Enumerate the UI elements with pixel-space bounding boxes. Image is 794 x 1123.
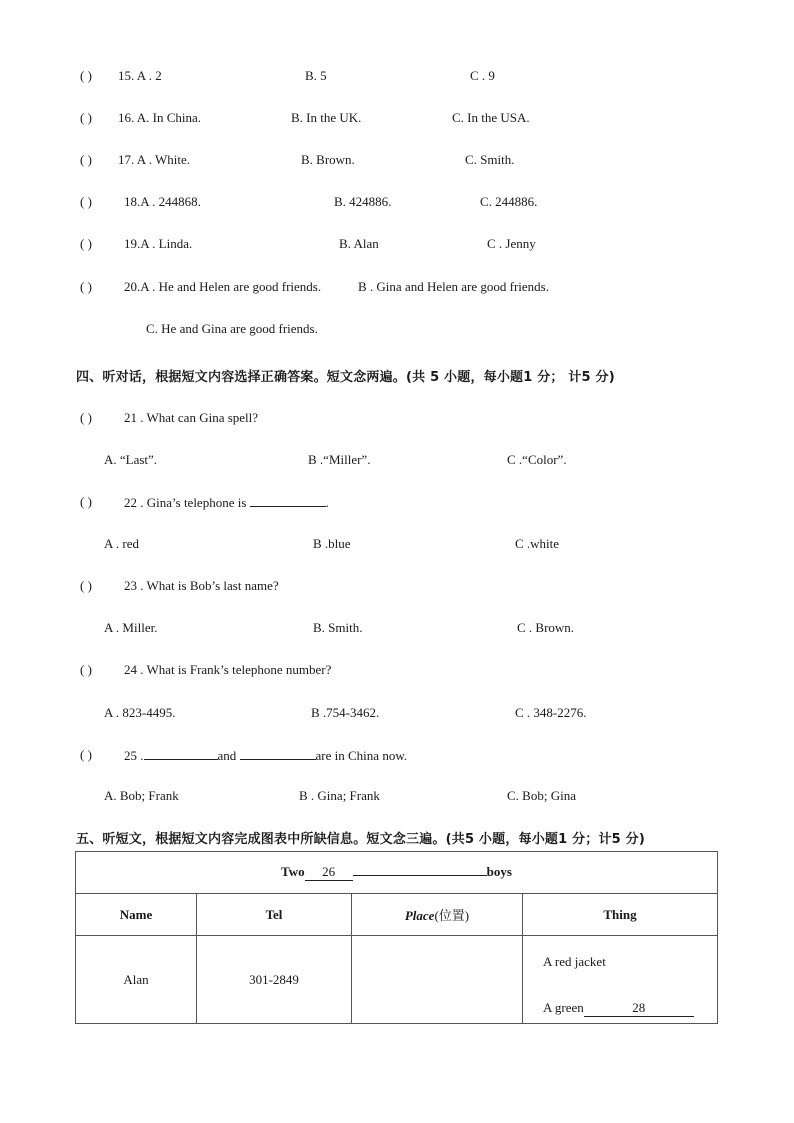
answer-paren: ( ) (80, 747, 92, 762)
option-b: B. 424886. (334, 194, 392, 209)
option-a: 18.A . 244868. (124, 194, 201, 209)
table-header-row (76, 894, 718, 936)
option-a: A . Miller. (104, 620, 158, 635)
option-a: A. Bob; Frank (104, 788, 179, 803)
question-stem: 24 . What is Frank’s telephone number? (124, 662, 332, 677)
option-a: A . red (104, 536, 140, 551)
cell-tel: 301-2849 (197, 936, 352, 1024)
option-c: C .white (515, 536, 560, 551)
thing-green-label: A green (543, 1000, 584, 1015)
cell-thing (523, 936, 718, 1024)
section-4-heading: 四、听对话，根据短文内容选择正确答案。短文念两遍。(共 5 小题，每小题1 分； 计5 分) (76, 370, 615, 385)
header-name: Name (76, 894, 197, 936)
answer-paren: ( ) (80, 578, 92, 593)
question-stem: 21 . What can Gina spell? (124, 410, 259, 425)
option-b: B . Gina; Frank (299, 788, 380, 803)
title-boys: boys (486, 864, 512, 879)
answer-blank-2 (240, 747, 316, 760)
option-c: C . 9 (470, 68, 495, 83)
section-5-heading: 五、听短文，根据短文内容完成图表中所缺信息。短文念三遍。(共5 小题，每小题1 分；计5 分) (76, 832, 645, 847)
header-tel: Tel (197, 894, 352, 936)
info-table (75, 851, 718, 1024)
option-a: 20.A . He and Helen are good friends. (124, 279, 322, 294)
option-c: C. Bob; Gina (507, 788, 576, 803)
stem-and: and (217, 748, 237, 763)
answer-paren: ( ) (80, 68, 92, 83)
option-b: B. Alan (339, 236, 379, 251)
option-a: A. “Last”. (104, 452, 158, 467)
option-b: B. 5 (305, 68, 327, 83)
thing-green (543, 1000, 717, 1017)
option-a: 17. A . White. (118, 152, 190, 167)
answer-paren: ( ) (80, 410, 92, 425)
thing-jacket: A red jacket (543, 954, 606, 969)
answer-paren: ( ) (80, 279, 92, 294)
option-b: B. Smith. (313, 620, 363, 635)
answer-paren: ( ) (80, 662, 92, 677)
option-c: C. He and Gina are good friends. (146, 321, 318, 336)
answer-paren: ( ) (80, 236, 92, 251)
option-a: 16. A. In China. (118, 110, 202, 125)
cell-name: Alan (76, 936, 197, 1024)
blank-26-extension (353, 875, 487, 876)
question-stem (124, 747, 407, 764)
answer-paren: ( ) (80, 194, 92, 209)
header-place-cn: (位置) (434, 908, 470, 923)
stem-number: 25 . (124, 748, 144, 763)
option-c: C. Smith. (465, 152, 515, 167)
stem-text: 22 . Gina’s telephone is (124, 495, 247, 510)
header-place-en: Place (404, 908, 435, 923)
option-b: B. Brown. (301, 152, 355, 167)
header-place (352, 894, 523, 936)
blank-26: 26 (305, 864, 353, 881)
stem-end: . (325, 495, 329, 510)
title-two: Two (281, 864, 305, 879)
option-b: B .“Miller”. (308, 452, 371, 467)
answer-blank (250, 494, 326, 507)
table-title-cell (76, 852, 718, 894)
option-c: C .“Color”. (507, 452, 567, 467)
option-c: C. In the USA. (452, 110, 530, 125)
option-b: B. In the UK. (291, 110, 362, 125)
question-stem (124, 494, 329, 511)
option-b: B .754-3462. (311, 705, 380, 720)
table-row (76, 936, 718, 1024)
stem-end: are in China now. (315, 748, 408, 763)
answer-paren: ( ) (80, 494, 92, 509)
table-title-row (76, 852, 718, 894)
option-c: C . Jenny (487, 236, 536, 251)
option-c: C . 348-2276. (515, 705, 587, 720)
blank-28: 28 (584, 1000, 694, 1017)
option-a: 19.A . Linda. (124, 236, 193, 251)
answer-paren: ( ) (80, 152, 92, 167)
answer-blank-1 (144, 747, 218, 760)
option-b: B .blue (313, 536, 351, 551)
option-c: C. 244886. (480, 194, 538, 209)
answer-paren: ( ) (80, 110, 92, 125)
question-stem: 23 . What is Bob’s last name? (124, 578, 279, 593)
option-b: B . Gina and Helen are good friends. (358, 279, 549, 294)
option-c: C . Brown. (517, 620, 575, 635)
header-thing: Thing (523, 894, 718, 936)
option-a: A . 823-4495. (104, 705, 176, 720)
option-a: 15. A . 2 (118, 68, 162, 83)
cell-place-blank (352, 936, 523, 1024)
